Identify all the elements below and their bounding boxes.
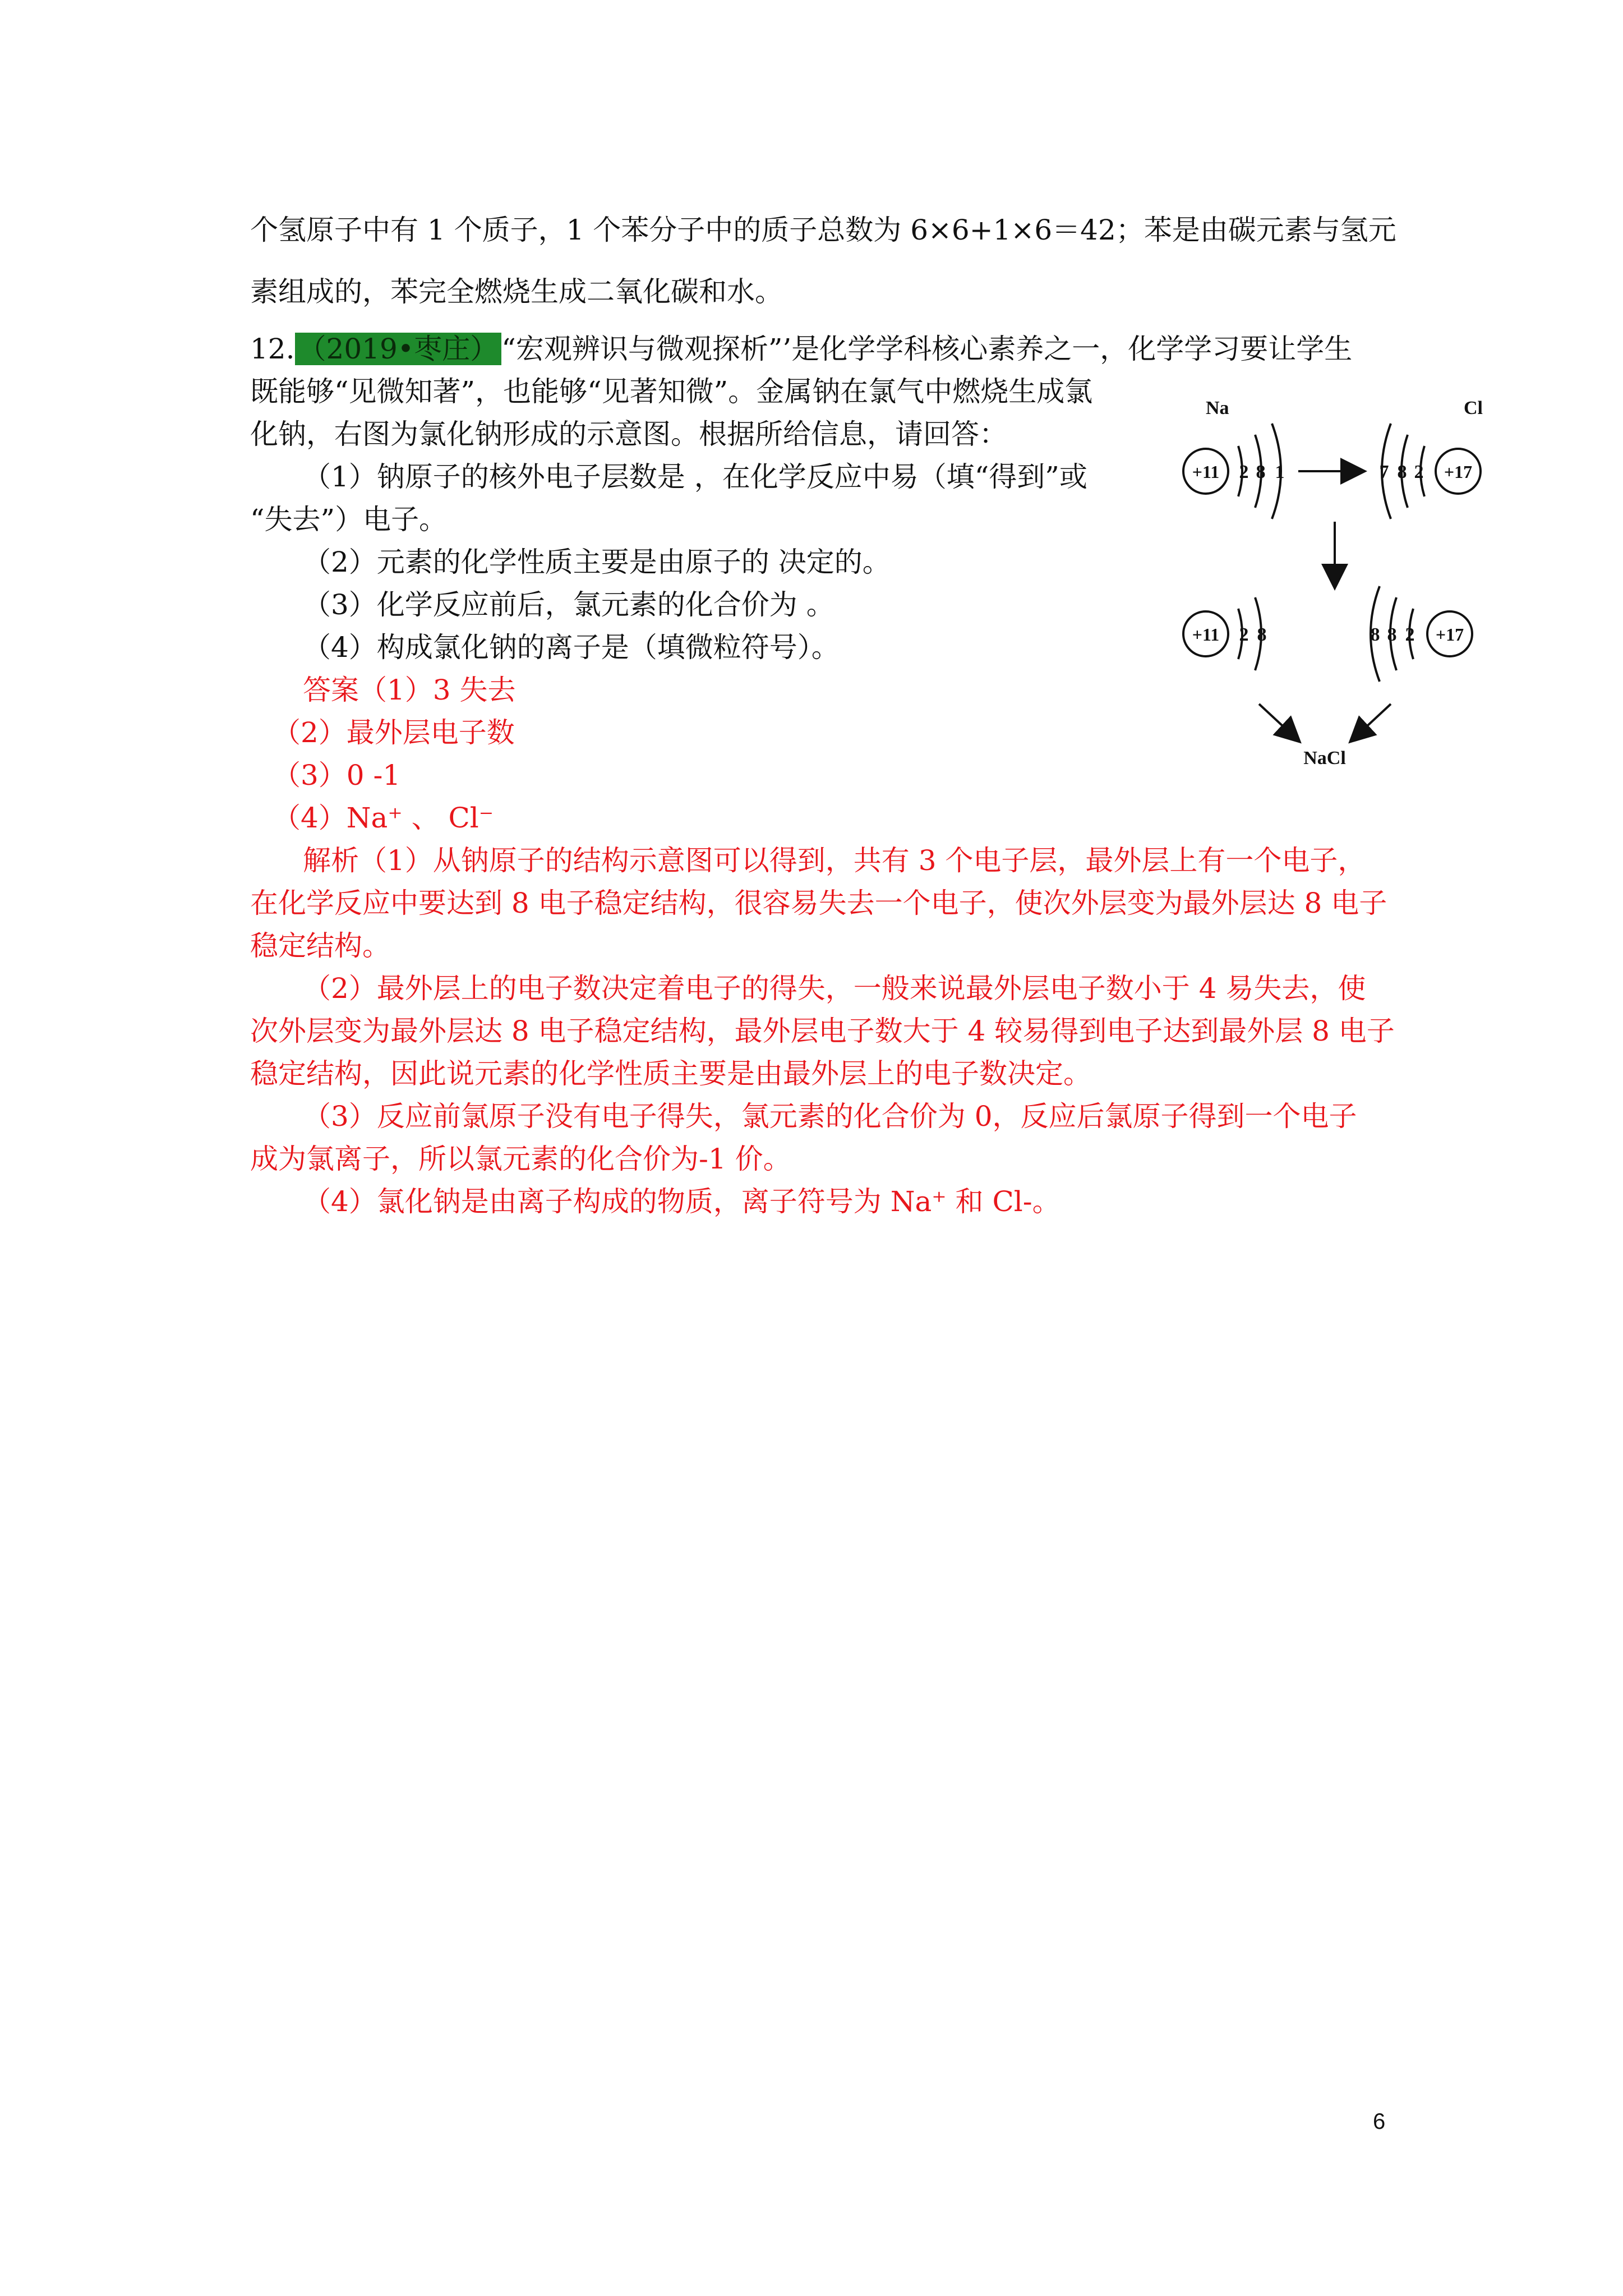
cl-ion-shell-2: 8	[1387, 624, 1397, 645]
cl-ion-shell-3: 2	[1405, 624, 1415, 645]
explanation-line: （4）氯化钠是由离子构成的物质，离子符号为 Na⁺ 和 Cl-。	[303, 1185, 1061, 1218]
sub-question-1: （1）钠原子的核外电子层数是 ，在化学反应中易（填“得到”或	[303, 461, 1087, 493]
cl-nucleus-charge: +17	[1444, 462, 1473, 482]
answer-line-1: 答案（1）3 失去	[303, 674, 516, 706]
explanation-line: （2）最外层上的电子数决定着电子的得失，一般来说最外层电子数小于 4 易失去，使	[303, 972, 1366, 1005]
explanation-line: （3）反应前氯原子没有电子得失，氯元素的化合价为 0，反应后氯原子得到一个电子	[303, 1100, 1357, 1133]
answer-line-2: （2）最外层电子数	[273, 716, 515, 749]
na-shell-1: 2	[1239, 462, 1249, 482]
na-atom-diagram	[1183, 424, 1285, 519]
question-number: 12.	[250, 333, 295, 365]
arrow-converge-right-icon	[1352, 704, 1391, 740]
na-ion-diagram	[1183, 597, 1267, 670]
cl-ion-shell-1: 8	[1370, 624, 1380, 645]
explanation-line: 次外层变为最外层达 8 电子稳定结构，最外层电子数大于 4 较易得到电子达到最外层 8 电子	[250, 1015, 1395, 1047]
na-nucleus-charge: +11	[1192, 462, 1220, 482]
cl-shell-8: 8	[1397, 462, 1407, 482]
na-ion-shell-2: 8	[1257, 624, 1267, 645]
paragraph-line: 素组成的，苯完全燃烧生成二氧化碳和水。	[250, 275, 783, 308]
explanation-line: 在化学反应中要达到 8 电子稳定结构，很容易失去一个电子，使次外层变为最外层达 8 电子	[250, 887, 1387, 919]
na-shell-2: 8	[1256, 462, 1266, 482]
page-number: 6	[1373, 2109, 1386, 2134]
cl-atom-diagram	[1380, 424, 1481, 519]
explanation-line: 稳定结构。	[250, 930, 390, 962]
paragraph-line: 个氢原子中有 1 个质子，1 个苯分子中的质子总数为 6×6+1×6＝42；苯是由碳元素与氢元	[250, 214, 1396, 246]
cl-ion-diagram	[1371, 586, 1473, 682]
na-shell-3: 1	[1275, 462, 1285, 482]
arrow-converge-left-icon	[1259, 704, 1298, 740]
cl-shell-7: 7	[1379, 462, 1389, 482]
sub-question-2: （2）元素的化学性质主要是由原子的 决定的。	[303, 546, 891, 578]
answer-line-4: （4）Na⁺ 、 Cl⁻	[273, 802, 494, 834]
answer-line-3: （3）0 -1	[273, 759, 401, 792]
question-text: “宏观辨识与微观探析”’是化学学科核心素养之一，化学学习要让学生	[501, 333, 1353, 365]
question-heading	[250, 332, 1352, 366]
nacl-formation-diagram	[1172, 387, 1497, 769]
sub-question-4: （4）构成氯化钠的离子是（填微粒符号）。	[303, 631, 840, 664]
question-line: 化钠，右图为氯化钠形成的示意图。根据所给信息，请回答：	[250, 418, 1007, 450]
cl-shell-2: 2	[1414, 462, 1424, 482]
cl-label: Cl	[1464, 398, 1483, 418]
explanation-line: 解析（1）从钠原子的结构示意图可以得到，共有 3 个电子层，最外层上有一个电子，	[303, 844, 1366, 877]
question-line: “失去”）电子。	[250, 503, 448, 536]
cl-ion-nucleus-charge: +17	[1435, 624, 1464, 645]
question-line: 既能够“见微知著”，也能够“见著知微”。金属钠在氯气中燃烧生成氯	[250, 375, 1093, 408]
nacl-product-label: NaCl	[1303, 748, 1346, 769]
na-label: Na	[1206, 398, 1229, 418]
na-ion-shell-1: 2	[1239, 624, 1249, 645]
sub-question-3: （3）化学反应前后，氯元素的化合价为 。	[303, 588, 834, 621]
explanation-line: 成为氯离子，所以氯元素的化合价为-1 价。	[250, 1143, 791, 1175]
na-ion-nucleus-charge: +11	[1192, 624, 1220, 645]
source-tag: （2019•枣庄）	[295, 333, 502, 365]
explanation-line: 稳定结构，因此说元素的化学性质主要是由最外层上的电子数决定。	[250, 1057, 1091, 1090]
